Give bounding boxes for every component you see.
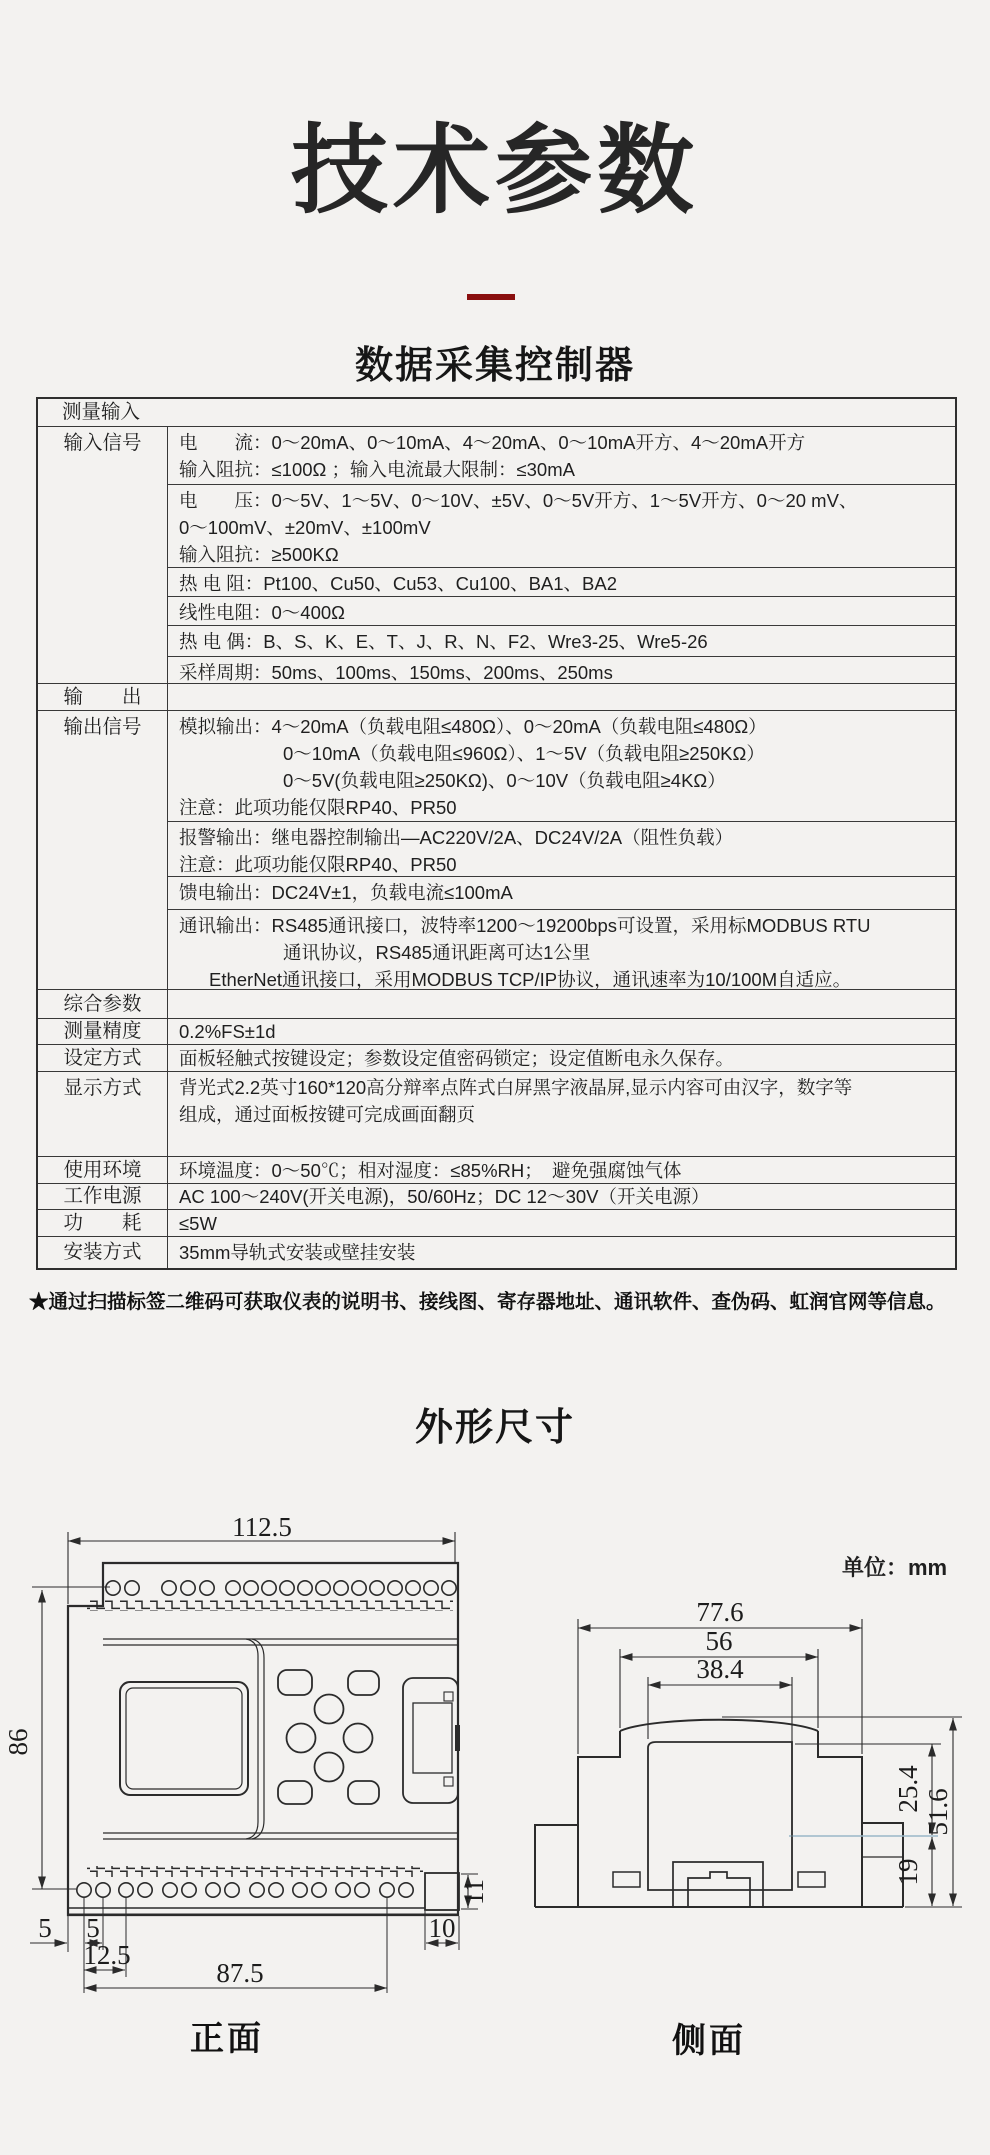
side-profile (535, 1720, 903, 1907)
dim-label-19: 19 (893, 1858, 923, 1886)
cell-rtd: 热 电 阻：Pt100、Cu50、Cu53、Cu100、BA1、BA2 (168, 567, 955, 596)
table-row (38, 683, 955, 710)
cell-voltage: 电 压：0～5V、1～5V、0～10V、±5V、0～5V开方、1～5V开方、0～20 mV、 0～100mV、±20mV、±100mV 输入阻抗：≥500KΩ (168, 484, 955, 567)
table-row (38, 1071, 955, 1156)
cell-feed-output: 馈电输出：DC24V±1，负载电流≤100mA (168, 876, 955, 909)
cell-power: AC 100～240V(开关电源)，50/60Hz；DC 12～30V（开关电源） (179, 1186, 710, 1207)
cell-env: 环境温度：0～50℃；相对湿度：≤85%RH； 避免强腐蚀气体 (179, 1159, 682, 1181)
cell-display: 背光式2.2英寸160*120高分辩率点阵式白屏黑字液晶屏,显示内容可由汉字，数字等 组成，通过面板按键可完成画面翻页 (179, 1077, 853, 1125)
cell-thermocouple: 热 电 偶：B、S、K、E、T、J、R、N、F2、Wre3-25、Wre5-26 (168, 625, 955, 656)
dim-label-56: 56 (705, 1626, 733, 1656)
cell-mount: 35mm导轨式安装或壁挂安装 (179, 1242, 416, 1263)
table-row (38, 1183, 955, 1209)
dim-label-12-5: 12.5 (83, 1940, 131, 1970)
section-header-output: 输 出 (38, 684, 168, 710)
table-row (38, 1209, 955, 1236)
table-row (38, 1044, 955, 1071)
dim-front-height (32, 1587, 110, 1889)
row-label-display: 显示方式 (38, 1072, 168, 1156)
section-header-measure-input: 测量输入 (62, 401, 141, 423)
unit-label: 单位：mm (842, 1555, 948, 1580)
dim-label-11: 11 (459, 1879, 489, 1905)
dim-label-10: 10 (428, 1913, 456, 1943)
side-view-drawing (490, 1540, 990, 2060)
front-view-caption: 正面 (190, 2020, 264, 2058)
cell-analog-output: 模拟输出：4～20mA（负载电阻≤480Ω）、0～20mA（负载电阻≤480Ω） 0～10mA（负载电阻≤960Ω）、1～5V（负载电阻≥250KΩ） 0～5V(负载电阻≥250KΩ)、0～10V（负载电阻≥4KΩ） 注意：此项功能仅限RP40、PR50 (179, 716, 767, 818)
cell-alarm-output: 报警输出：继电器控制输出—AC220V/2A、DC24V/2A（阻性负载） 注意：此项功能仅限RP40、PR50 (168, 821, 955, 876)
row-label-consumption: 功 耗 (38, 1210, 168, 1236)
dim-label-51-6: 51.6 (923, 1788, 953, 1836)
table-row (38, 1156, 955, 1183)
side-view-caption: 侧面 (672, 2022, 746, 2060)
front-bottom-terminals (77, 1883, 413, 1897)
table-row (38, 1236, 955, 1268)
row-label-mount: 安装方式 (38, 1237, 168, 1268)
dim-label-5a: 5 (38, 1913, 52, 1943)
table-row-output-signal (38, 710, 955, 989)
dim-label-5b: 5 (86, 1913, 100, 1943)
table-row-input-signal (38, 426, 955, 683)
section-header-general: 综合参数 (38, 990, 168, 1018)
front-view-drawing (0, 1505, 500, 2060)
row-label-power: 工作电源 (38, 1184, 168, 1209)
cell-setting: 面板轻触式按键设定；参数设定值密码锁定；设定值断电永久保存。 (179, 1047, 735, 1069)
side-inner-body (648, 1742, 792, 1890)
lcd-screen-inner (126, 1688, 242, 1789)
dimensions-section-title: 外形尺寸 (414, 1407, 575, 1449)
qr-footnote: ★通过扫描标签二维码可获取仪表的说明书、接线图、寄存器地址、通讯软件、查伪码、虹润官网等信息。 (29, 1291, 946, 1313)
table-row (38, 399, 955, 426)
front-panel-grooves (103, 1639, 458, 1839)
front-bottom-vent (87, 1866, 423, 1877)
table-row (38, 1018, 955, 1044)
front-connector (403, 1678, 460, 1803)
row-label-setting: 设定方式 (38, 1045, 168, 1071)
dim-label-77-6: 77.6 (696, 1597, 744, 1627)
dim-label-86: 86 (3, 1728, 33, 1756)
spec-table (36, 397, 957, 1270)
row-label-output-signal: 输出信号 (38, 711, 168, 989)
cell-current: 电 流：0～20mA、0～10mA、4～20mA、0～10mA开方、4～20mA开方 输入阻抗：≤100Ω ；输入电流最大限制：≤30mA (179, 432, 806, 480)
front-top-vent (87, 1600, 453, 1611)
row-label-env: 使用环境 (38, 1157, 168, 1183)
table-row (38, 989, 955, 1018)
cell-linear-res: 线性电阻：0～400Ω (168, 596, 955, 625)
row-label-accuracy: 测量精度 (38, 1019, 168, 1044)
front-top-terminals (106, 1581, 456, 1595)
row-label-input-signal: 输入信号 (38, 427, 168, 683)
dim-label-38-4: 38.4 (696, 1654, 744, 1684)
cell-comm-output: 通讯输出：RS485通讯接口，波特率1200～19200bps可设置，采用标MODBUS RTU 通讯协议，RS485通讯距离可达1公里 EtherNet通讯接口，采用MODBUS TCP/IP协议，通讯速率为10/100M自适应。 (168, 909, 955, 989)
front-bottom-right-block (425, 1873, 459, 1910)
lcd-screen (120, 1682, 248, 1795)
dim-label-112-5: 112.5 (232, 1512, 292, 1542)
red-dash-divider (467, 294, 515, 300)
dim-label-87-5: 87.5 (216, 1958, 264, 1988)
cell-accuracy: 0.2%FS±1d (179, 1021, 276, 1042)
cell-sample-cycle: 采样周期：50ms、100ms、150ms、200ms、250ms (168, 656, 955, 683)
din-rail-clip (613, 1862, 825, 1907)
cell-consumption: ≤5W (179, 1212, 217, 1234)
product-subtitle: 数据采集控制器 (354, 345, 635, 387)
front-keypad (278, 1670, 379, 1804)
dim-label-25-4: 25.4 (893, 1765, 923, 1813)
page-title: 技术参数 (291, 116, 699, 225)
